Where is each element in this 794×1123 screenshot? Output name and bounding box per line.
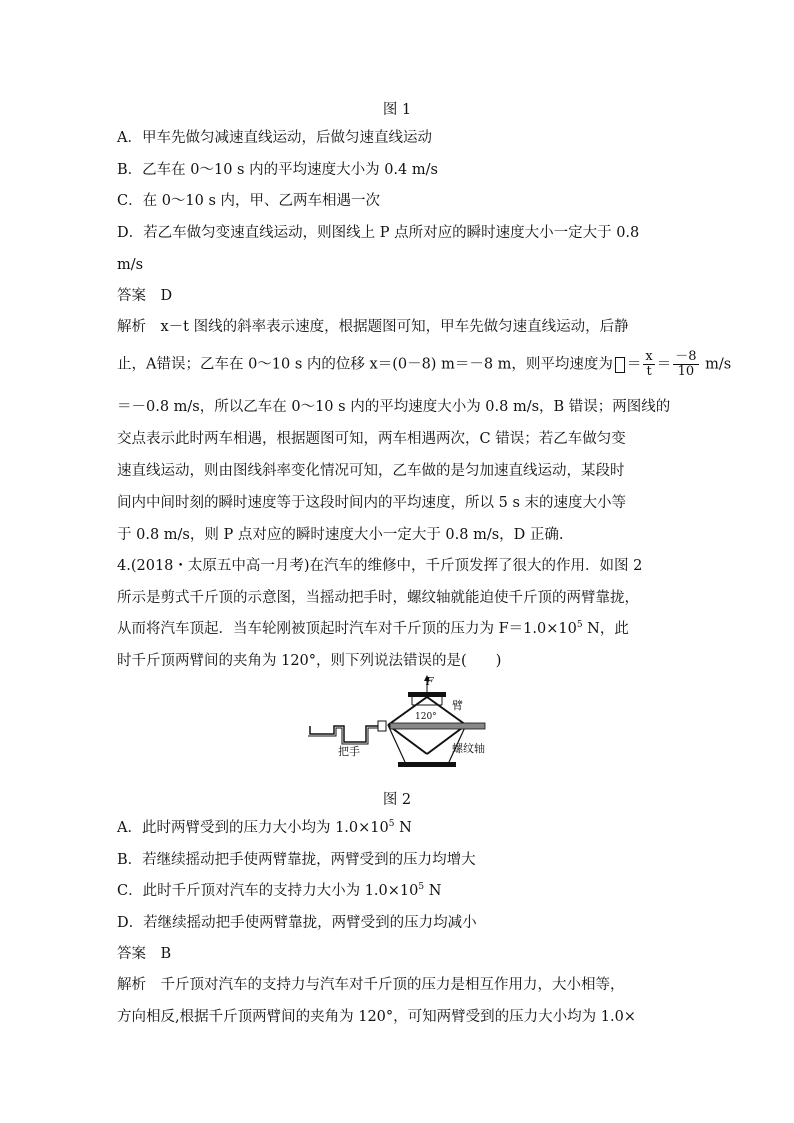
q3-analysis-line2 [117,350,731,379]
q3-analysis-line1: 解析 x－t 图线的斜率表示速度，根据题图可知，甲车先做匀速直线运动，后静 [117,319,629,335]
fraction-x-over-t [643,350,654,379]
exponent: 5 [418,882,425,893]
exponent: 5 [576,620,583,631]
option-text: N [394,820,412,836]
stem-text: 从而将汽车顶起．当车轮刚被顶起时汽车对千斤顶的压力为 F＝1.0×10 [117,621,577,637]
equals-sign: ＝ [626,356,642,373]
q4-option-c [117,881,441,901]
option-text: A．此时两臂受到的压力大小均为 1.0×10 [117,820,389,836]
q3-analysis-text: 止，A错误；乙车在 0～10 s 内的位移 x＝(0－8) m＝－8 m，则平均速度为 [117,356,613,373]
screw-shaft-label: 螺纹轴 [452,742,485,755]
q4-option-a [117,818,412,838]
arm-label: 臂 [452,699,463,712]
q4-option-b: B．若继续摇动把手使两臂靠拢，两臂受到的压力均增大 [117,852,476,868]
angle-label: 120° [415,712,437,722]
q4-option-d: D．若继续摇动把手使两臂靠拢，两臂受到的压力均减小 [117,915,477,931]
q3-option-a: A．甲车先做匀减速直线运动，后做匀速直线运动 [117,130,432,146]
fraction-numerator: x [645,349,653,364]
handle-label: 把手 [338,745,360,758]
figure-1-caption: 图 1 [382,102,412,118]
q3-option-b: B．乙车在 0～10 s 内的平均速度大小为 0.4 m/s [117,162,438,178]
q3-analysis-line6: 间内中间时刻的瞬时速度等于这段时间内的平均速度，所以 5 s 末的速度大小等 [117,495,626,511]
q3-analysis-line3: ＝－0.8 m/s，所以乙车在 0～10 s 内的平均速度大小为 0.8 m/s，B 错误；两图线的 [117,399,671,415]
unit-text: m/s [705,356,732,373]
scissor-jack-diagram [300,672,500,772]
force-label: F [426,675,434,688]
option-text: N [424,883,442,899]
option-text: C．此时千斤顶对汽车的支持力大小为 1.0×10 [117,883,419,899]
q3-analysis-line5: 速直线运动，则由图线斜率变化情况可知，乙车做的是匀加速直线运动，某段时 [117,463,625,479]
q3-analysis-line4: 交点表示此时两车相遇，根据题图可知，两车相遇两次，C 错误；若乙车做匀变 [117,431,626,447]
q4-stem-line4: 时千斤顶两臂间的夹角为 120°，则下列说法错误的是( ) [117,653,502,669]
fraction-numerator: －8 [675,349,697,364]
q4-analysis-line1: 解析 千斤顶对汽车的支持力与汽车对千斤顶的压力是相互作用力，大小相等， [117,977,625,993]
q3-answer: 答案 D [117,288,173,304]
q3-analysis-line7: 于 0.8 m/s，则 P 点对应的瞬时速度大小一定大于 0.8 m/s，D 正确. [117,527,564,543]
q4-stem-line3 [117,619,629,639]
equals-sign: ＝ [656,356,672,373]
exponent: 5 [388,819,395,830]
average-velocity-symbol [615,357,625,373]
q3-option-d-line1: D．若乙车做匀变速直线运动，则图线上 P 点所对应的瞬时速度大小一定大于 0.8 [117,225,640,241]
fraction-denominator: t [646,364,652,379]
q4-answer: 答案 B [117,946,172,962]
fraction-value [673,350,698,379]
q3-option-d-line2: m/s [117,257,144,273]
q4-analysis-line2: 方向相反,根据千斤顶两臂间的夹角为 120°，可知两臂受到的压力大小均为 1.0× [117,1009,636,1025]
q3-option-c: C．在 0～10 s 内，甲、乙两车相遇一次 [117,193,381,209]
stem-text: N，此 [582,621,629,637]
fraction-denominator: 10 [677,364,695,379]
figure-2-caption: 图 2 [382,792,412,808]
q4-stem-line1: 4.(2018・太原五中高一月考)在汽车的维修中，千斤顶发挥了很大的作用．如图 2 [117,558,643,574]
q4-stem-line2: 所示是剪式千斤顶的示意图，当摇动把手时，螺纹轴就能迫使千斤顶的两臂靠拢， [117,590,639,606]
